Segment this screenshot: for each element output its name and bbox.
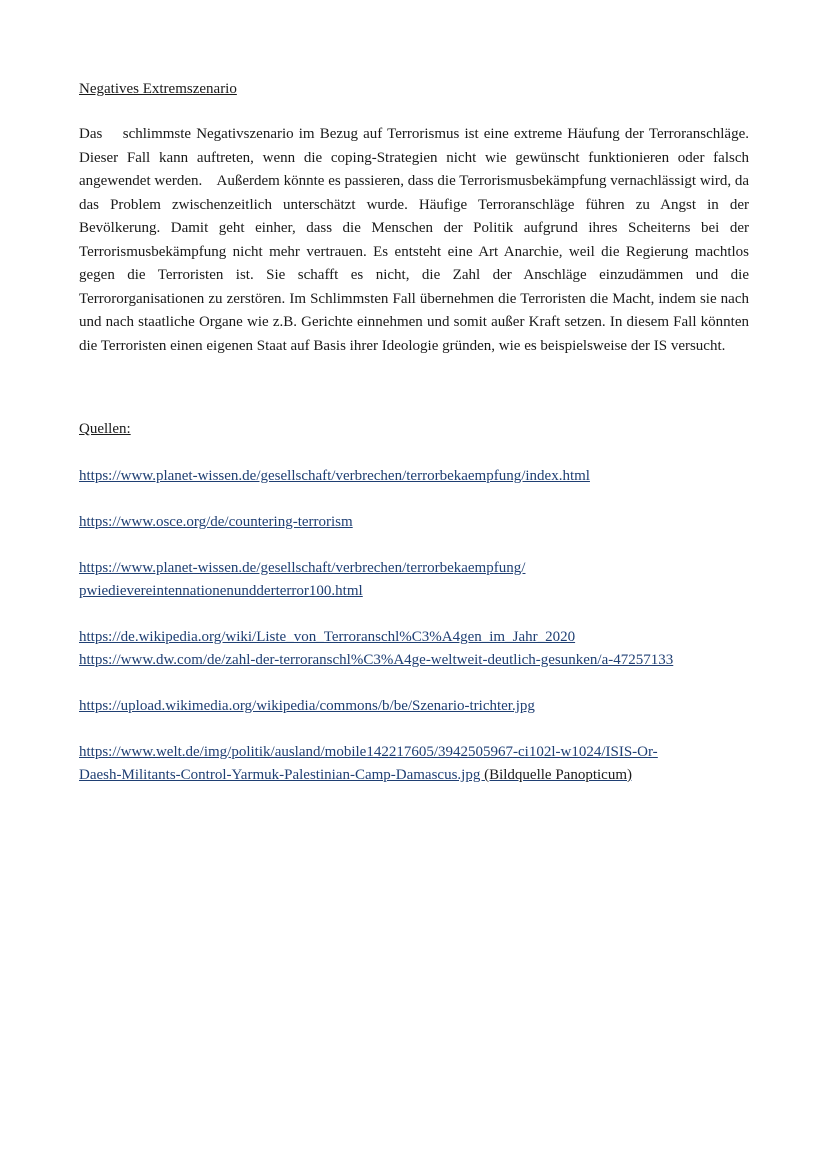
scenario-paragraph: Das schlimmste Negativszenario im Bezug auf Terrorismus ist eine extreme Häufung der Terroranschläge. Dieser Fall kann auftreten, wenn die coping-Strategien nicht wie gewünscht funktionieren oder falsch angewendet werden. Außerdem könnte es passieren, dass die Terrorismusbekämpfung vernachlässigt wird, da das Problem zwischenzeitlich unterschätzt wurde. Häufige Terroranschläge führen zu Angst in der Bevölkerung. Damit geht einher, dass die Menschen der Politik aufgrund ihres Scheiterns bei der Terrorismusbekämpfung nicht mehr vertrauen. Es entsteht eine Art Anarchie, weil die Regierung machtlos gegen die Terroristen ist. Sie schafft es nicht, die Zahl der Anschläge einzudämmen und die Terrororganisationen zu zerstören. Im Schlimmsten Fall übernehmen die Terroristen die Macht, indem sie nach und nach staatliche Organe wie z.B. Gerichte einnehmen und somit außer Kraft setzen. In diesem Fall könnten die Terroristen einen eigenen Staat auf Basis ihrer Ideologie gründen, wie es beispielsweise der IS versucht.: [79, 126, 749, 354]
source-item: [79, 695, 749, 718]
section-heading: Negatives Extremszenario: [79, 81, 237, 97]
source-link-line: https://www.planet-wissen.de/gesellschaft/verbrechen/terrorbekaempfung/: [79, 560, 526, 576]
sources-heading: Quellen:: [79, 421, 131, 437]
source-link-planet-wissen-index[interactable]: https://www.planet-wissen.de/gesellschaft/verbrechen/terrorbekaempfung/index.html: [79, 468, 590, 484]
source-link-dw[interactable]: https://www.dw.com/de/zahl-der-terroranschl%C3%A4ge-weltweit-deutlich-gesunken/a-47257133: [79, 652, 674, 668]
source-link-osce[interactable]: https://www.osce.org/de/countering-terrorism: [79, 514, 353, 530]
source-item: [79, 626, 749, 672]
source-item: [79, 511, 749, 534]
source-link-line: Daesh-Militants-Control-Yarmuk-Palestinian-Camp-Damascus.jpg: [79, 767, 485, 783]
document-page: [79, 78, 749, 787]
image-source-note: (Bildquelle Panopticum): [484, 767, 632, 783]
source-link-welt[interactable]: [79, 741, 749, 787]
source-item: [79, 465, 749, 488]
source-link-line: https://www.welt.de/img/politik/ausland/mobile142217605/3942505967-ci102l-w1024/ISIS-Or-: [79, 744, 658, 760]
source-link-wikipedia[interactable]: https://de.wikipedia.org/wiki/Liste_von_Terroranschl%C3%A4gen_im_Jahr_2020: [79, 629, 576, 645]
source-list: [79, 465, 749, 787]
source-link-line: pwiedievereintennationenundderterror100.html: [79, 583, 363, 599]
source-link-wikimedia[interactable]: https://upload.wikimedia.org/wikipedia/commons/b/be/Szenario-trichter.jpg: [79, 698, 535, 714]
source-item: [79, 741, 749, 787]
source-link-planet-wissen-un[interactable]: [79, 557, 749, 603]
source-item: [79, 557, 749, 603]
